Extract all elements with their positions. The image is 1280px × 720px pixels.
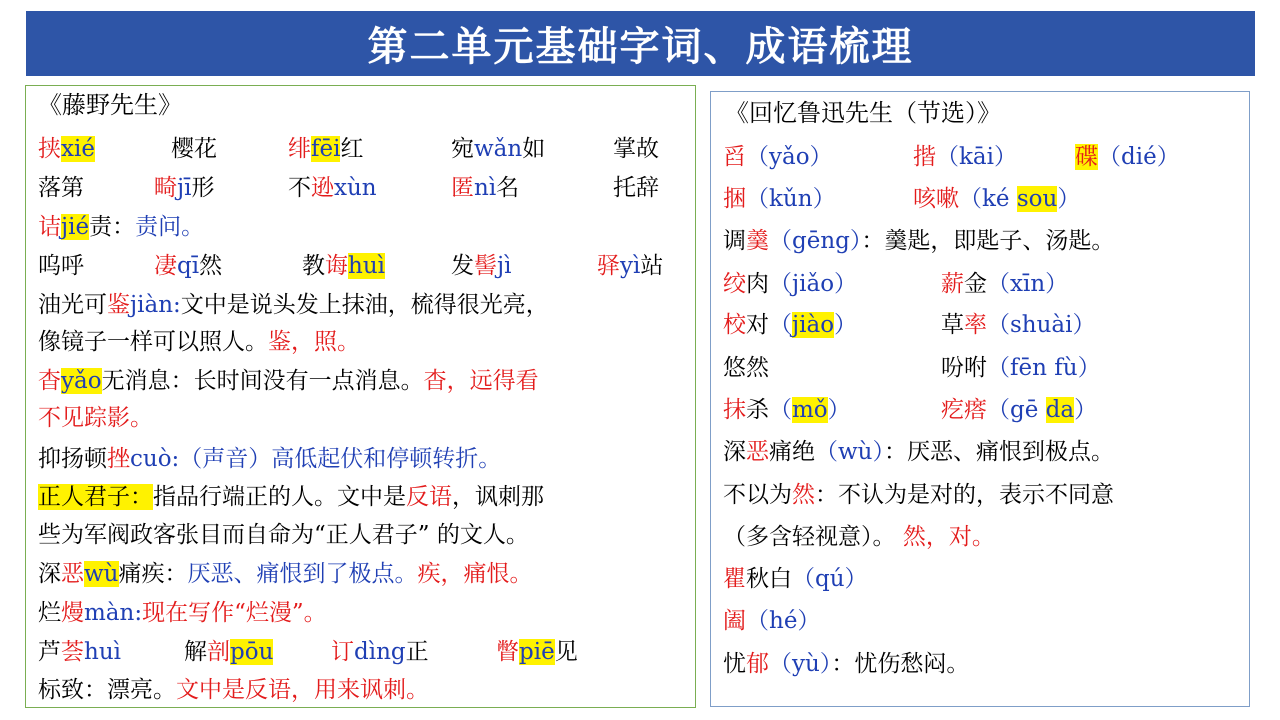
- word-qiran: 凄qī然: [154, 253, 223, 279]
- word-geda: 疙瘩（gē da）: [941, 397, 1098, 423]
- word-buxun: 不逊xùn: [288, 175, 377, 201]
- word-yizhan: 驿yì站: [597, 253, 664, 279]
- word-he: 阖（hé）: [723, 608, 821, 634]
- word-luodi: 落第: [38, 175, 84, 201]
- word-luhui: 芦荟huì: [38, 639, 121, 665]
- left-line-1: 挟xié: [38, 136, 95, 162]
- entry-yiyangdunchuo: 抑扬顿挫cuò:（声音）高低起伏和停顿转折。: [38, 446, 502, 472]
- word-jiaorou: 绞肉（jiǎo）: [723, 271, 858, 297]
- left-panel-tengye: [25, 85, 696, 708]
- entry-biaozhi: 标致：漂亮。文中是反语，用来讽刺。: [38, 677, 429, 703]
- entry-zhengrenjunzi: 正人君子：指品行端正的人。文中是反语，讽刺那: [38, 484, 544, 510]
- entry-shenwutongjue: 深恶痛绝（wù）：厌恶、痛恨到极点。: [723, 439, 1114, 465]
- entry-buyiweiran-cont: （多含轻视意）。 然，对。: [723, 524, 995, 550]
- word-faji: 发髻jì: [451, 253, 512, 279]
- entry-lanman: 烂熳màn:现在写作“烂漫”。: [38, 600, 327, 626]
- page-title: 第二单元基础字词、成语梳理: [367, 24, 914, 70]
- word-caoshuai: 草率（shuài）: [941, 312, 1096, 338]
- right-title: 《回忆鲁迅先生（节选）》: [725, 99, 1001, 127]
- word-dingzheng: 订dìng正: [331, 639, 429, 665]
- word-tuoci: 托辞: [613, 175, 659, 201]
- word-wuhu: 呜呼: [38, 253, 84, 279]
- word-fenfu: 吩咐（fēn fù）: [941, 355, 1101, 381]
- title-banner: [26, 11, 1255, 76]
- word-yinghua: 樱花: [171, 136, 217, 162]
- word-jiaodui: 校对（jiào）: [723, 312, 858, 338]
- right-panel-huiyi-luxun: [710, 91, 1250, 707]
- entry-buyiweiran: 不以为然：不认为是对的，表示不同意: [723, 482, 1114, 508]
- entry-youyu: 忧郁（yù）：忧伤愁闷。: [723, 651, 970, 677]
- word-quqiubai: 瞿秋白（qú）: [723, 566, 868, 592]
- word-youran: 悠然: [723, 355, 769, 381]
- entry-zhengrenjunzi-cont: 些为军阀政客张目而自命为“正人君子” 的文人。: [38, 522, 529, 548]
- word-kesou: 咳嗽（ké sou）: [913, 186, 1081, 212]
- word-kun: 捆（kǔn）: [723, 186, 836, 212]
- word-jixing: 畸jī形: [154, 175, 215, 201]
- entry-tiaogeng: 调羹（gēng）：羹匙，即匙子、汤匙。: [723, 228, 1115, 254]
- word-jiepou: 解剖pōu: [184, 639, 274, 665]
- word-wanru: 宛wǎn如: [451, 136, 546, 162]
- word-piejian: 瞥piē见: [496, 639, 578, 665]
- word-xinjin: 薪金（xīn）: [941, 271, 1069, 297]
- entry-yaowuxiaoxi: 杳yǎo无消息：长时间没有一点消息。杳，远得看: [38, 368, 539, 394]
- word-feihong: 绯fēi红: [288, 136, 364, 162]
- word-mosha: 抹杀（mǒ）: [723, 397, 851, 423]
- entry-jieze: 诘jié责：责问。: [38, 214, 205, 240]
- word-kai: 揩（kāi）: [913, 144, 1018, 170]
- left-title: 《藤野先生》: [38, 91, 182, 119]
- word-die: 碟（dié）: [1075, 144, 1180, 170]
- entry-shenwutongji: 深恶wù痛疾：厌恶、痛恨到了极点。疾，痛恨。: [38, 561, 533, 587]
- word-jiaohui: 教诲huì: [302, 253, 385, 279]
- word-zhanggu: 掌故: [613, 136, 659, 162]
- entry-youguangkejian: 油光可鉴jiàn:文中是说头发上抹油，梳得很光亮，: [38, 292, 549, 318]
- entry-yaowuxiaoxi-cont: 不见踪影。: [38, 405, 153, 431]
- word-yao: 舀（yǎo）: [723, 144, 833, 170]
- word-niming: 匿nì名: [451, 175, 520, 201]
- entry-youguangkejian-cont: 像镜子一样可以照人。鉴，照。: [38, 329, 360, 355]
